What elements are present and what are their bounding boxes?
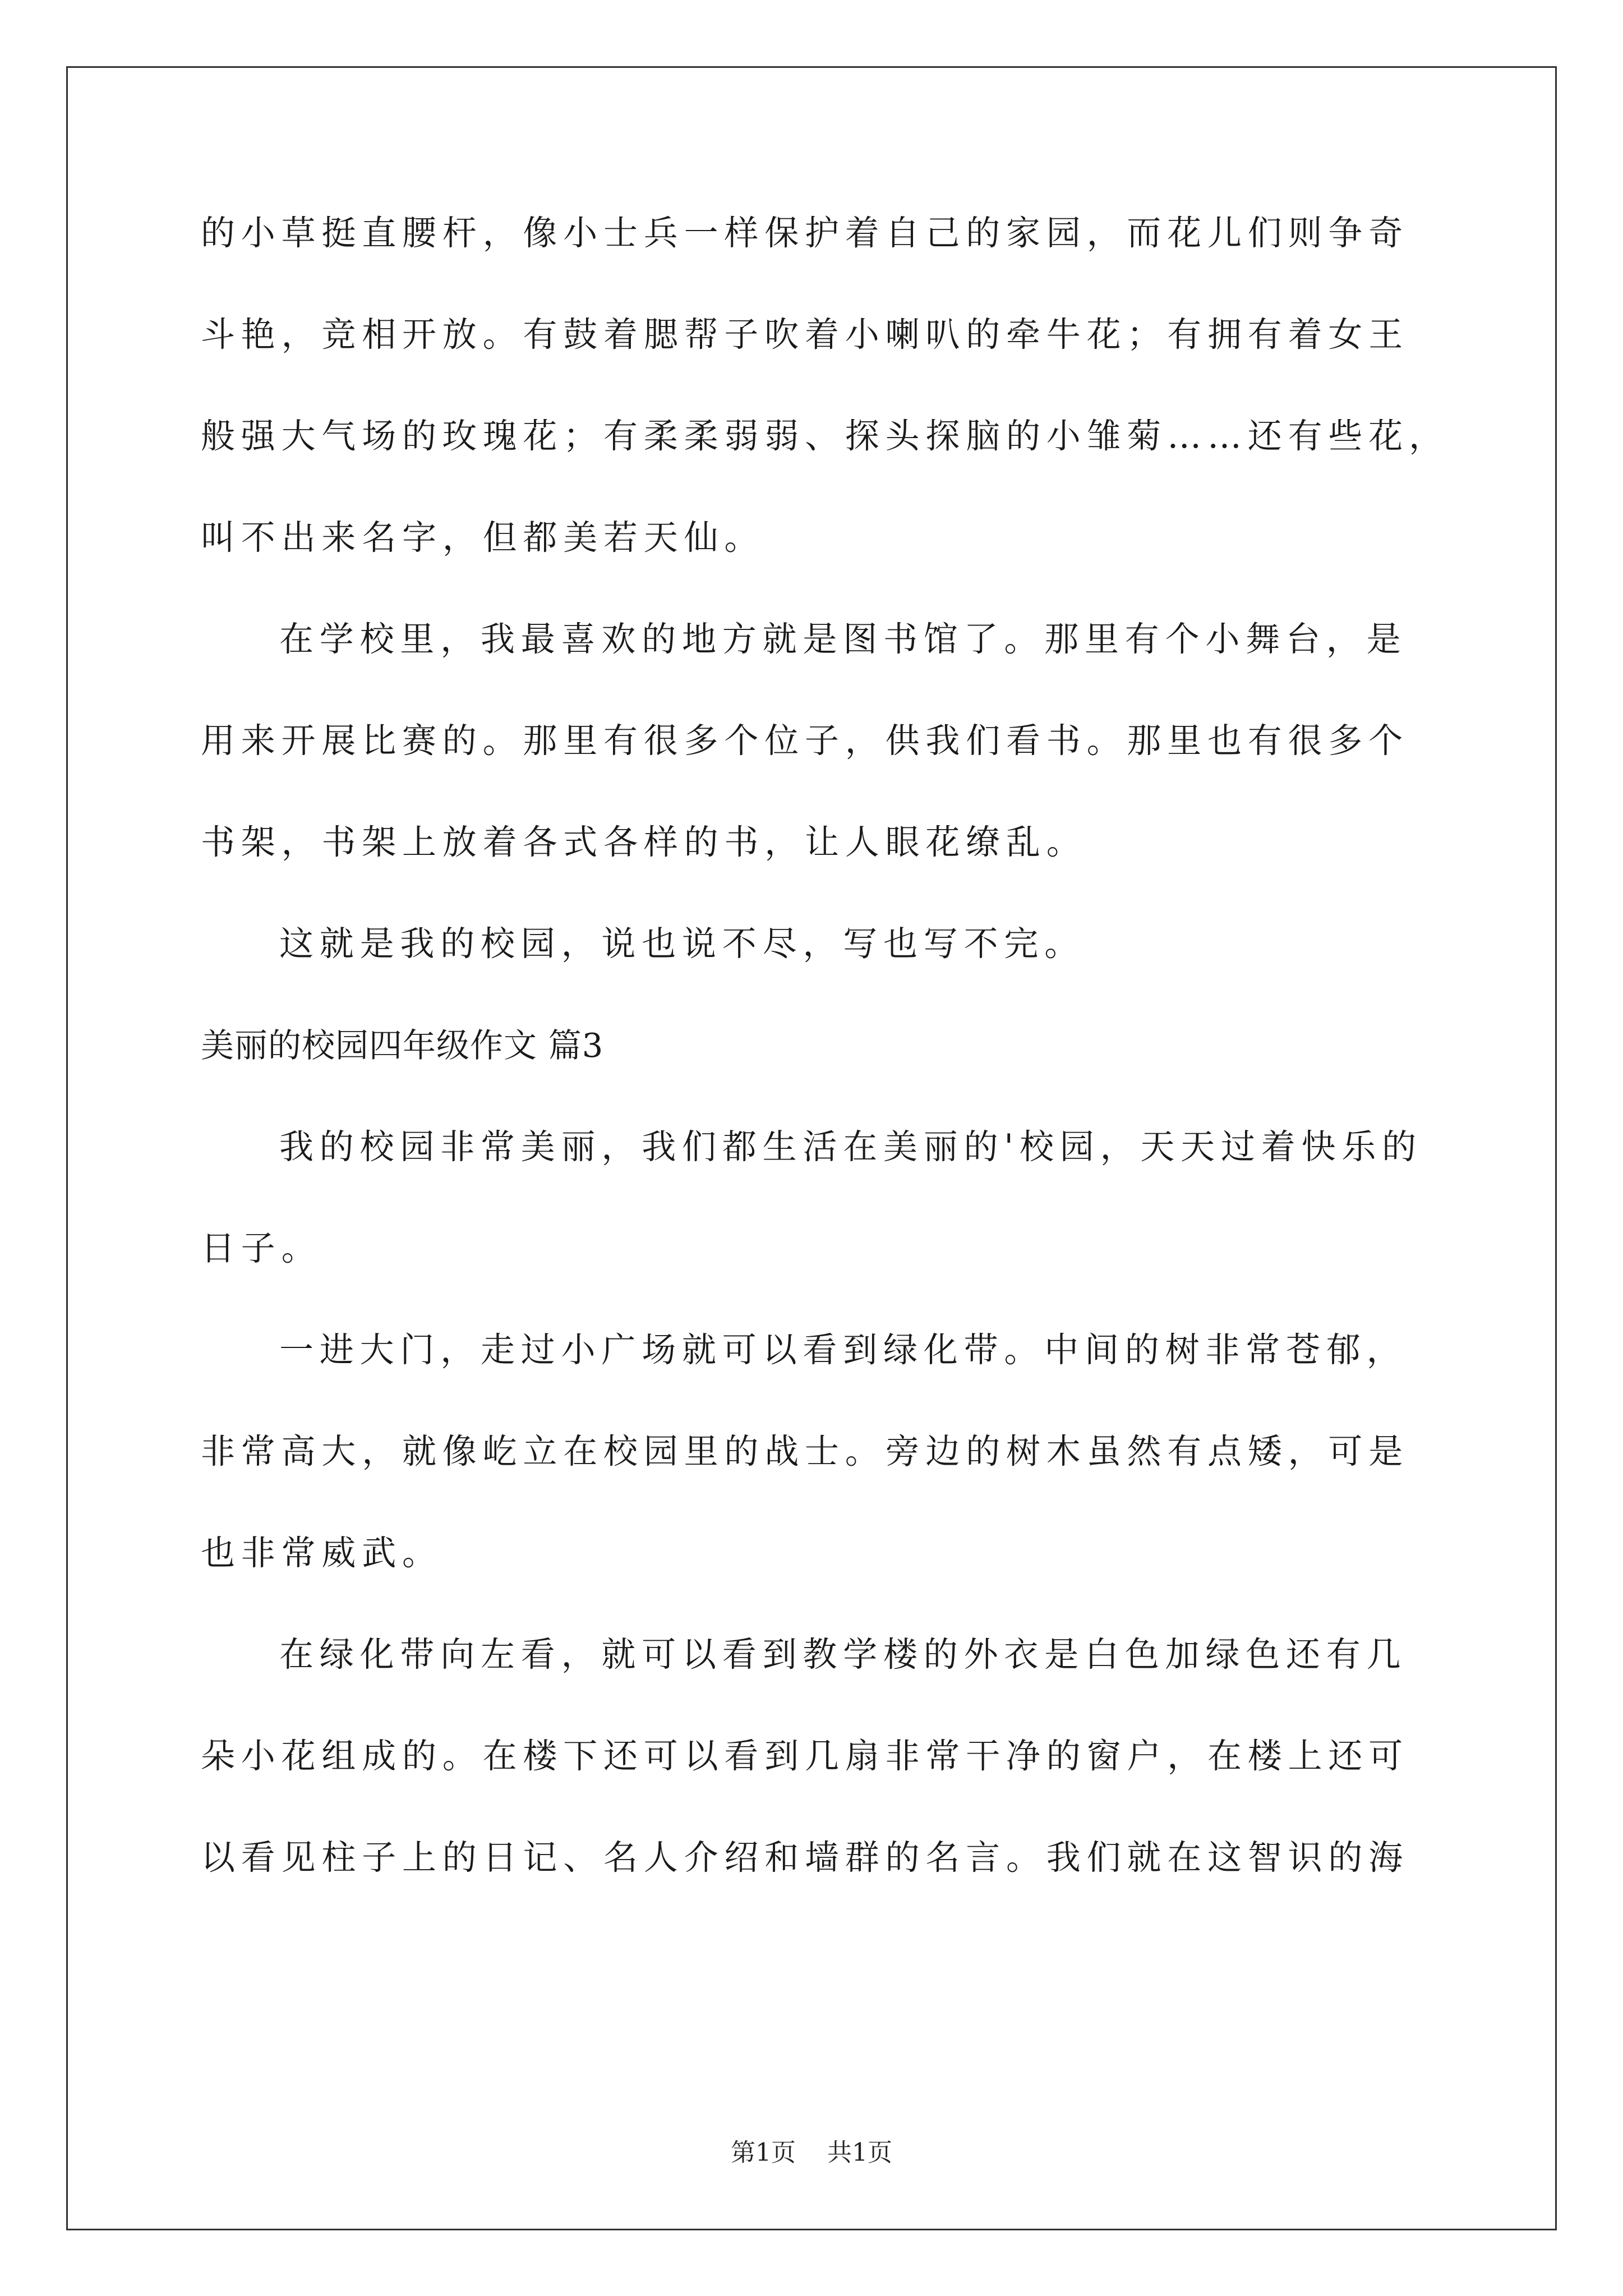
paragraph-start-line: 这就是我的校园，说也说不尽，写也写不完。 [279,924,1085,964]
paragraph-start-line: 在学校里，我最喜欢的地方就是图书馆了。那里有个小舞台，是 [279,619,1407,659]
paragraph-start-line: 一进大门，走过小广场就可以看到绿化带。中间的树非常苍郁， [279,1330,1407,1370]
section-heading: 美丽的校园四年级作文 篇3 [201,1026,604,1065]
text-line: 般强大气场的玫瑰花；有柔柔弱弱、探头探脑的小雏菊……还有些花， [201,416,1449,456]
page-footer [0,2136,1623,2170]
text-line: 以看见柱子上的日记、名人介绍和墙群的名言。我们就在这智识的海 [201,1838,1409,1878]
text-line: 朵小花组成的。在楼下还可以看到几扇非常干净的窗户，在楼上还可 [201,1736,1409,1776]
document-body [201,209,1449,1935]
text-line: 也非常威武。 [201,1533,442,1573]
text-line: 用来开展比赛的。那里有很多个位子，供我们看书。那里也有很多个 [201,721,1409,761]
text-line: 叫不出来名字，但都美若天仙。 [201,518,765,558]
text-line: 非常高大，就像屹立在校园里的战士。旁边的树木虽然有点矮，可是 [201,1432,1409,1471]
paragraph-start-line: 我的校园非常美丽，我们都生活在美丽的'校园，天天过着快乐的 [279,1127,1422,1167]
paragraph-start-line: 在绿化带向左看，就可以看到教学楼的外衣是白色加绿色还有几 [279,1635,1407,1674]
text-line: 书架，书架上放着各式各样的书，让人眼花缭乱。 [201,822,1087,862]
page-total: 共1页 [827,2138,892,2167]
text-line: 斗艳，竞相开放。有鼓着腮帮子吹着小喇叭的牵牛花；有拥有着女王 [201,315,1409,355]
page-number: 第1页 [731,2138,796,2167]
text-line: 日子。 [201,1228,322,1268]
text-line: 的小草挺直腰杆，像小士兵一样保护着自己的家园，而花儿们则争奇 [201,213,1409,253]
